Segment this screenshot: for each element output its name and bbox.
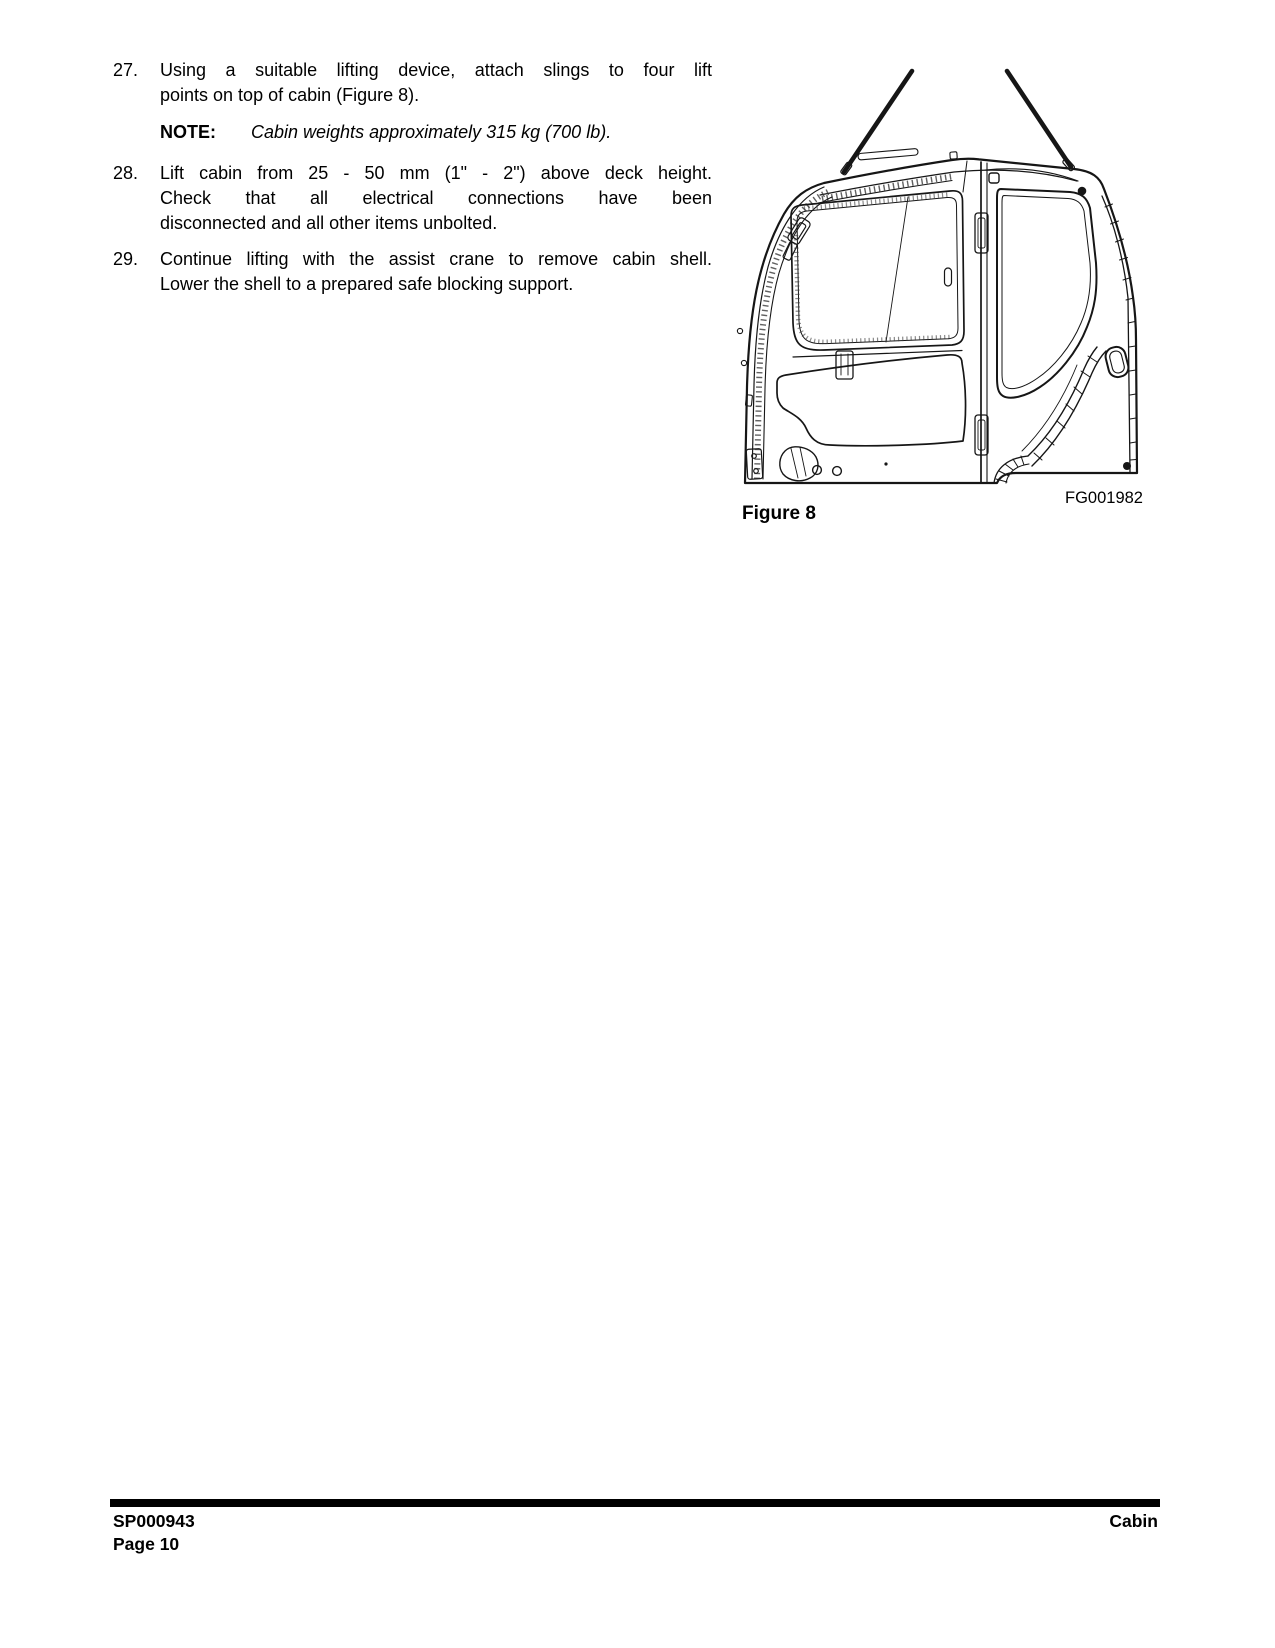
footer-page-number: Page 10 — [113, 1534, 180, 1554]
step-27 — [113, 58, 712, 108]
step-number: 29. — [113, 249, 139, 269]
step-text-line: Using a suitable lifting device, attach slings to four lift — [160, 60, 712, 80]
step-text-line: points on top of cabin (Figure 8). — [160, 85, 420, 105]
rear-lamp — [1104, 345, 1131, 379]
note-text: Cabin weights approximately 315 kg (700 lb). — [251, 122, 612, 142]
step-text-line: Lower the shell to a prepared safe blocking support. — [160, 274, 574, 294]
step-text — [160, 58, 712, 108]
step-number: 28. — [113, 163, 139, 183]
step-text-line: disconnected and all other items unbolted. — [160, 213, 498, 233]
note-label: NOTE: — [160, 122, 216, 142]
figure-caption: Figure 8 — [742, 503, 816, 524]
step-29 — [113, 247, 712, 297]
window-latch-recess — [945, 268, 952, 286]
step-text — [160, 247, 712, 297]
corner-bolt — [1123, 462, 1131, 470]
note — [160, 120, 720, 145]
footer-rule — [110, 1499, 1160, 1507]
door-rear-pillar — [975, 162, 988, 483]
step-text — [160, 161, 712, 236]
door-lower-panel — [777, 355, 966, 446]
step-text-line: Continue lifting with the assist crane to remove cabin shell. — [160, 249, 712, 269]
cabin-figure — [700, 55, 1143, 485]
cabin-drawing-svg — [700, 55, 1143, 485]
rear-trim-band — [1102, 196, 1136, 472]
door-handle — [780, 447, 818, 481]
front-window — [791, 191, 964, 350]
footer-doc-number: SP000943 — [113, 1511, 195, 1531]
figure-code: FG001982 — [1065, 489, 1143, 507]
step-text-line: Lift cabin from 25 - 50 mm (1" - 2") above deck height. — [160, 163, 712, 183]
step-number: 27. — [113, 60, 139, 80]
rear-window — [997, 189, 1097, 398]
step-text-line: Check that all electrical connections have been — [160, 188, 712, 208]
step-28 — [113, 161, 712, 236]
footer-section: Cabin — [1109, 1511, 1158, 1531]
